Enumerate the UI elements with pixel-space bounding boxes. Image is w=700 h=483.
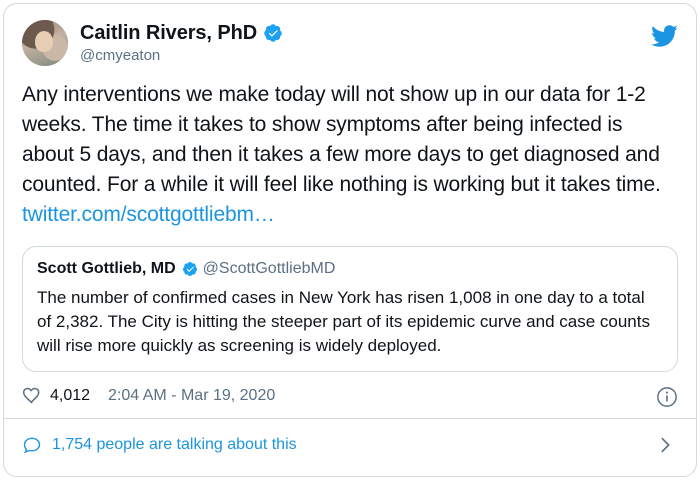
- quoted-tweet-text: The number of confirmed cases in New York has risen 1,008 in one day to a total of 2,382. The City is hitting the steeper part of its epidemic curve and case counts will rise more quickly as screening is widely deployed.: [37, 288, 650, 355]
- tweet-body-text: [22, 80, 678, 230]
- quoted-author-name[interactable]: Scott Gottlieb, MD: [37, 260, 176, 277]
- like-button[interactable]: [22, 386, 90, 406]
- quoted-author-handle[interactable]: @ScottGottliebMD: [202, 260, 336, 277]
- author-handle[interactable]: @cmyeaton: [80, 46, 161, 64]
- info-icon[interactable]: [656, 386, 678, 408]
- reply-bubble-icon: [22, 435, 42, 455]
- tweet-text-content: Any interventions we make today will not show up in our data for 1-2 weeks. The time it takes to show symptoms after being infected is about 5 days, and then it takes a few more days to get diagnosed and counted. For a while it will feel like nothing is working but it takes time.: [22, 83, 661, 196]
- tweet-card[interactable]: [3, 3, 697, 477]
- like-count: 4,012: [50, 387, 91, 404]
- talking-about-this-label[interactable]: 1,754 people are talking about this: [52, 436, 297, 453]
- tweet-header: [22, 20, 678, 66]
- twitter-bird-icon[interactable]: [650, 22, 678, 50]
- avatar-face: [35, 31, 53, 52]
- quoted-tweet-header: [37, 259, 663, 279]
- heart-icon: [22, 386, 42, 406]
- author-display-name[interactable]: Caitlin Rivers, PhD: [80, 21, 258, 44]
- quoted-tweet[interactable]: [22, 246, 678, 372]
- author-name-line: [80, 21, 283, 45]
- tweet-timestamp[interactable]: 2:04 AM - Mar 19, 2020: [108, 387, 276, 404]
- author-block: [80, 20, 283, 66]
- verified-badge-icon: [263, 23, 283, 43]
- tweet-external-link[interactable]: twitter.com/scottgottliebm…: [22, 203, 275, 226]
- tweet-action-row: [22, 386, 678, 418]
- chevron-right-icon[interactable]: [654, 434, 676, 456]
- tweet-footer[interactable]: [22, 419, 678, 471]
- quoted-verified-badge-icon: [182, 261, 198, 277]
- avatar[interactable]: [22, 20, 68, 66]
